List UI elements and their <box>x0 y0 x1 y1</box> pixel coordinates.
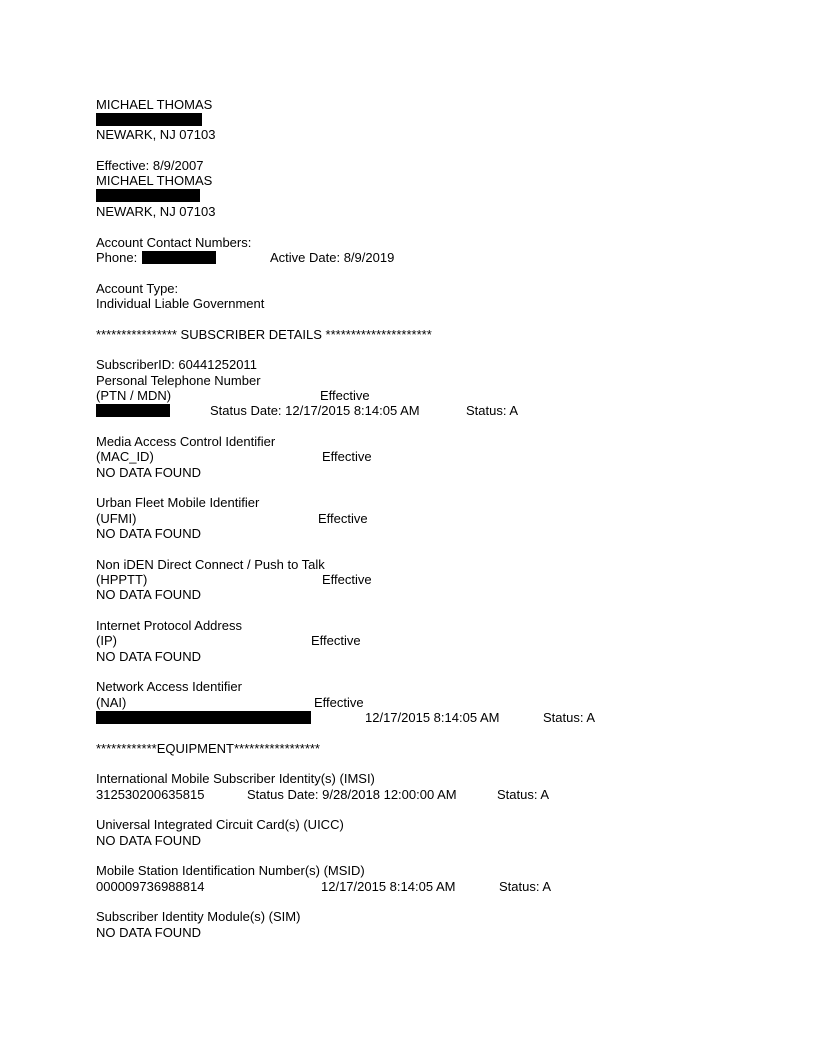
msid-value: 000009736988814 <box>96 879 205 894</box>
ip-title: Internet Protocol Address <box>96 618 242 633</box>
ip-value: NO DATA FOUND <box>96 649 201 664</box>
hpptt-effective-label: Effective <box>322 572 372 587</box>
imsi-value: 312530200635815 <box>96 787 205 802</box>
ufmi-abbr: (UFMI) <box>96 511 137 526</box>
uicc-title: Universal Integrated Circuit Card(s) (UICC) <box>96 817 344 832</box>
mac-abbr: (MAC_ID) <box>96 449 154 464</box>
ufmi-title: Urban Fleet Mobile Identifier <box>96 495 260 510</box>
phone-label: Phone: <box>96 250 138 265</box>
mac-value: NO DATA FOUND <box>96 465 201 480</box>
msid-title: Mobile Station Identification Number(s) (MSID) <box>96 863 365 878</box>
subscriber-name-2: MICHAEL THOMAS <box>96 173 213 188</box>
hpptt-title: Non iDEN Direct Connect / Push to Talk <box>96 557 325 572</box>
imsi-status-date: Status Date: 9/28/2018 12:00:00 AM <box>247 787 457 802</box>
nai-status: Status: A <box>543 710 596 725</box>
nai-abbr: (NAI) <box>96 695 127 710</box>
redacted-phone <box>142 251 216 264</box>
sim-value: NO DATA FOUND <box>96 925 201 940</box>
hpptt-value: NO DATA FOUND <box>96 587 201 602</box>
redacted-address-2 <box>96 189 200 202</box>
mac-title: Media Access Control Identifier <box>96 434 276 449</box>
nai-title: Network Access Identifier <box>96 679 242 694</box>
city-state-zip: NEWARK, NJ 07103 <box>96 127 216 142</box>
ptn-title: Personal Telephone Number <box>96 373 261 388</box>
ip-effective-label: Effective <box>311 633 361 648</box>
redacted-ptn <box>96 404 170 417</box>
sim-title: Subscriber Identity Module(s) (SIM) <box>96 909 301 924</box>
nai-effective-label: Effective <box>314 695 364 710</box>
redacted-nai <box>96 711 311 724</box>
account-type-heading: Account Type: <box>96 281 179 296</box>
redacted-address-1 <box>96 113 202 126</box>
ip-abbr: (IP) <box>96 633 117 648</box>
subscriber-id: SubscriberID: 60441252011 <box>96 357 257 372</box>
contact-numbers-heading: Account Contact Numbers: <box>96 235 252 250</box>
ptn-status-date: Status Date: 12/17/2015 8:14:05 AM <box>210 403 420 418</box>
effective-date: Effective: 8/9/2007 <box>96 158 204 173</box>
hpptt-abbr: (HPPTT) <box>96 572 148 587</box>
subscriber-details-banner: **************** SUBSCRIBER DETAILS ********************* <box>96 327 432 342</box>
imsi-title: International Mobile Subscriber Identity(s) (IMSI) <box>96 771 375 786</box>
ptn-effective-label: Effective <box>320 388 370 403</box>
imsi-status: Status: A <box>497 787 550 802</box>
uicc-value: NO DATA FOUND <box>96 833 201 848</box>
equipment-banner: ************EQUIPMENT***************** <box>96 741 320 756</box>
msid-status: Status: A <box>499 879 552 894</box>
city-state-zip-2: NEWARK, NJ 07103 <box>96 204 216 219</box>
msid-date: 12/17/2015 8:14:05 AM <box>321 879 456 894</box>
ptn-abbr: (PTN / MDN) <box>96 388 172 403</box>
ptn-status: Status: A <box>466 403 519 418</box>
account-type-value: Individual Liable Government <box>96 296 265 311</box>
nai-date: 12/17/2015 8:14:05 AM <box>365 710 500 725</box>
active-date: Active Date: 8/9/2019 <box>270 250 395 265</box>
ufmi-effective-label: Effective <box>318 511 368 526</box>
subscriber-name: MICHAEL THOMAS <box>96 97 213 112</box>
ufmi-value: NO DATA FOUND <box>96 526 201 541</box>
mac-effective-label: Effective <box>322 449 372 464</box>
